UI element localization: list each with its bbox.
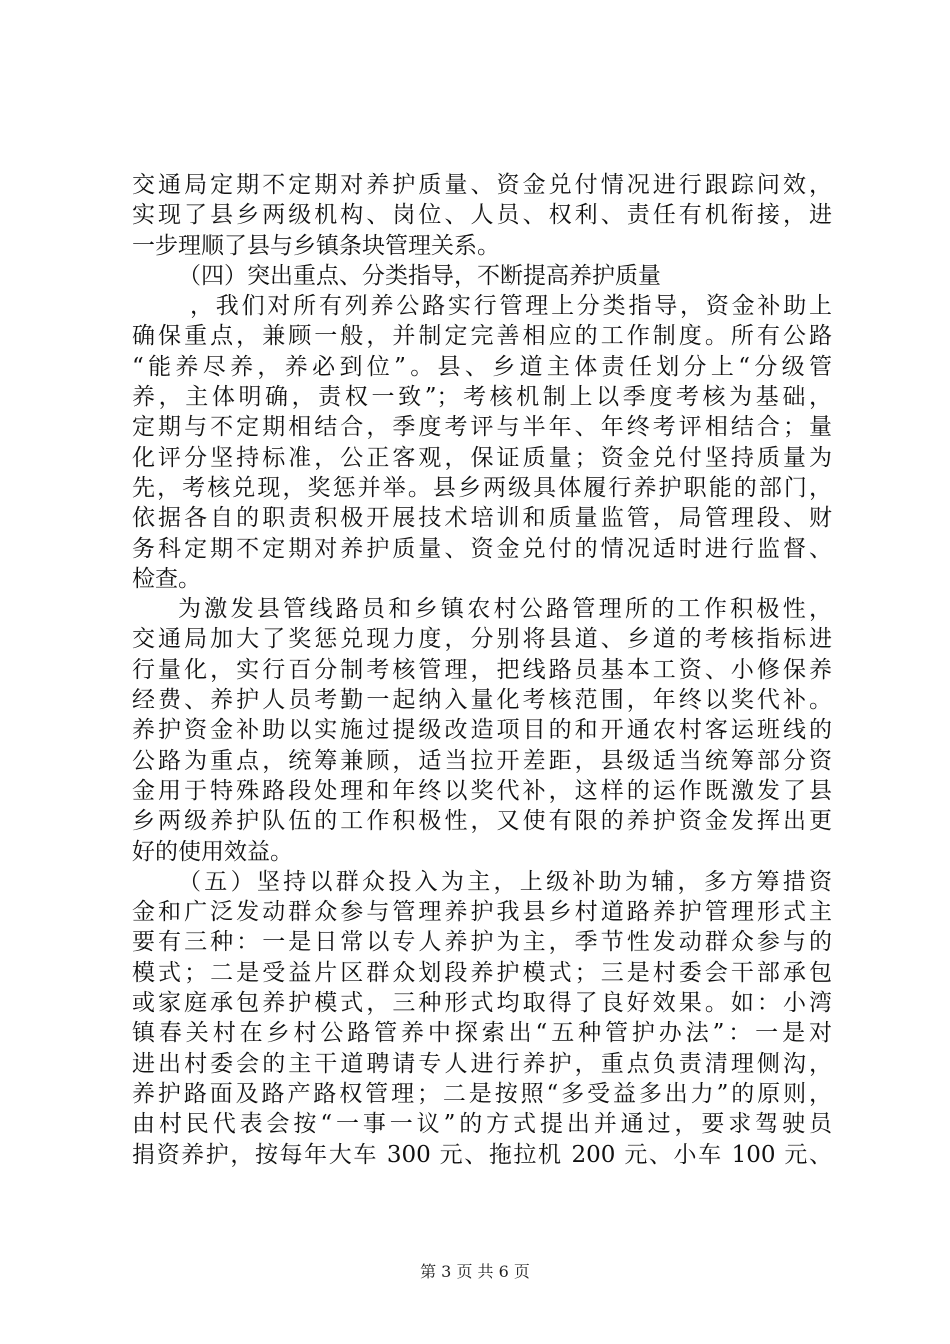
paragraph-line: 一步理顺了县与乡镇条块管理关系。 [132,232,500,259]
paragraph-line: 检查。 [132,565,201,592]
paragraph-line: 金用于特殊路段处理和年终以奖代补，这样的运作既激发了县 [132,777,832,804]
paragraph-line: ，我们对所有列养公路实行管理上分类指导，资金补助上 [190,293,832,320]
paragraph-line: （五）坚持以群众投入为主，上级补助为辅，多方筹措资 [178,868,832,895]
section-heading: （四）突出重点、分类指导，不断提高养护质量 [178,262,661,289]
paragraph-line: 确保重点，兼顾一般，并制定完善相应的工作制度。所有公路 [132,323,832,350]
paragraph-line: 为激发县管线路员和乡镇农村公路管理所的工作积极性， [178,596,832,623]
paragraph-line: 公路为重点，统筹兼顾，适当拉开差距，县级适当统筹部分资 [132,747,832,774]
paragraph-line: 养，主体明确，责权一致”；考核机制上以季度考核为基础， [132,384,832,411]
paragraph-line: 要有三种：一是日常以专人养护为主，季节性发动群众参与的 [132,929,832,956]
paragraph-line: 交通局定期不定期对养护质量、资金兑付情况进行跟踪问效， [132,172,832,198]
paragraph-line: 或家庭承包养护模式，三种形式均取得了良好效果。如：小湾 [132,990,832,1017]
paragraph-line: 务科定期不定期对养护质量、资金兑付的情况适时进行监督、 [132,535,832,562]
paragraph-line: “能养尽养，养必到位”。县、乡道主体责任划分上“分级管 [132,353,832,380]
paragraph-line: 进出村委会的主干道聘请专人进行养护，重点负责清理侧沟， [132,1050,832,1077]
paragraph-line: 定期与不定期相结合，季度考评与半年、年终考评相结合；量 [132,414,832,441]
paragraph-line: 依据各自的职责积极开展技术培训和质量监管，局管理段、财 [132,505,832,532]
paragraph-line: 经费、养护人员考勤一起纳入量化考核范围，年终以奖代补。 [132,687,832,714]
paragraph-line: 先，考核兑现，奖惩并举。县乡两级具体履行养护职能的部门， [132,474,832,501]
paragraph-line: 由村民代表会按“一事一议”的方式提出并通过，要求驾驶员 [132,1111,832,1138]
paragraph-line: 镇春关村在乡村公路管养中探索出“五种管护办法”：一是对 [132,1020,832,1047]
paragraph-line: 金和广泛发动群众参与管理养护我县乡村道路养护管理形式主 [132,899,832,926]
paragraph-line: 乡两级养护队伍的工作积极性，又使有限的养护资金发挥出更 [132,808,832,835]
paragraph-line: 行量化，实行百分制考核管理，把线路员基本工资、小修保养 [132,656,832,683]
paragraph-line: 模式；二是受益片区群众划段养护模式；三是村委会干部承包 [132,959,832,986]
document-body [132,170,832,1170]
paragraph-line: 养护资金补助以实施过提级改造项目的和开通农村客运班线的 [132,717,832,744]
paragraph-line: 养护路面及路产路权管理；二是按照“多受益多出力”的原则， [132,1080,832,1107]
page-footer: 第 3 页 共 6 页 [420,1262,530,1281]
paragraph-line: 好的使用效益。 [132,838,293,865]
paragraph-line: 捐资养护，按每年大车 300 元、拖拉机 200 元、小车 100 元、 [132,1141,832,1168]
paragraph-line: 实现了县乡两级机构、岗位、人员、权利、责任有机衔接，进 [132,202,832,229]
paragraph-line: 化评分坚持标准，公正客观，保证质量；资金兑付坚持质量为 [132,444,832,471]
paragraph-line: 交通局加大了奖惩兑现力度，分别将县道、乡道的考核指标进 [132,626,832,653]
